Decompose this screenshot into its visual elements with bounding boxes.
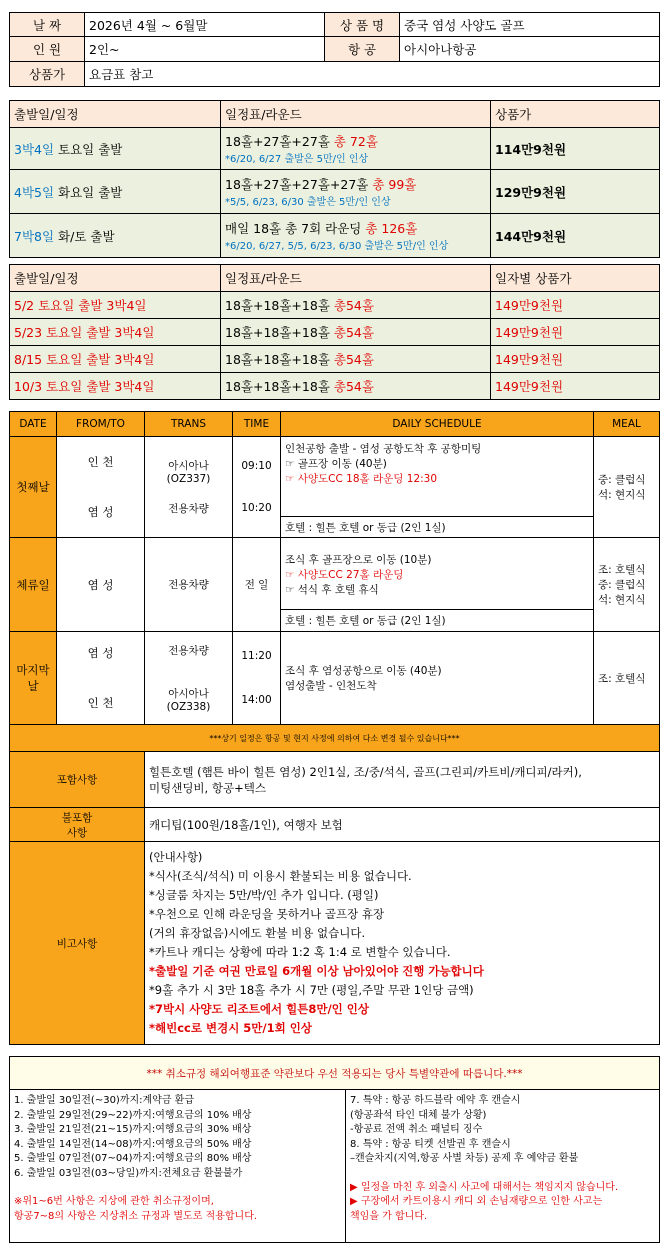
t1-depart <box>10 128 221 170</box>
t2-header-price: 일자별 상품가 <box>491 265 660 292</box>
schedule-table <box>9 411 660 1045</box>
t2-header-round: 일정표/라운드 <box>221 265 491 292</box>
day2-meal3: 석: 현지식 <box>598 594 646 606</box>
t1-note: *6/20, 6/27 출발은 5만/인 인상 <box>225 154 369 165</box>
day1-hotel: 호텔 : 힐튼 호텔 or 동급 (2인 1실) <box>281 517 594 538</box>
day3-sched1: 조식 후 염성공항으로 이동 (40분) <box>285 665 442 677</box>
t2-depart: 8/15 토요일 출발 3박4일 <box>10 346 221 373</box>
day2-sched1: 조식 후 골프장으로 이동 (10분) <box>285 554 432 566</box>
excludes-label <box>10 808 145 842</box>
day3-time2: 14:00 <box>241 694 272 706</box>
day1-to: 염 성 <box>87 505 114 519</box>
table-row <box>10 170 660 214</box>
cancel-right-note1: ▶ 일정을 마친 후 외출시 사고에 대해서는 책임지지 않습니다. <box>350 1181 619 1193</box>
t2-price: 149만9천원 <box>491 319 660 346</box>
header-fromto: FROM/TO <box>57 412 145 437</box>
t2-header-depart: 출발일/일정 <box>10 265 221 292</box>
day2-from: 염 성 <box>57 538 145 632</box>
product-label: 상 품 명 <box>325 13 400 37</box>
day3-to: 인 천 <box>87 696 114 710</box>
day1-schedule <box>281 437 594 517</box>
cancel-rule: (항공좌석 타인 대체 불가 상황) <box>350 1109 487 1121</box>
day1-meal1: 중: 클럽식 <box>598 474 646 486</box>
cancel-right <box>346 1090 660 1243</box>
table-row <box>10 214 660 258</box>
cancel-left-note2: 항공7~8의 사항은 지상취소 규정과 별도로 적용합니다. <box>14 1210 258 1222</box>
t1-header-depart: 출발일/일정 <box>10 101 221 128</box>
t2-round-total: 총54홀 <box>333 325 374 340</box>
cancel-table <box>9 1056 660 1243</box>
t1-note: *5/5, 6/23, 6/30 출발은 5만/인 인상 <box>225 197 391 208</box>
t1-days: 4박5일 <box>14 184 55 200</box>
day3-row <box>10 632 660 725</box>
day2-meal2: 중: 클럽식 <box>598 579 646 591</box>
day2-row <box>10 538 660 610</box>
t1-depart <box>10 170 221 214</box>
t2-depart: 10/3 토요일 출발 3박4일 <box>10 373 221 400</box>
day1-trans2: 전용차량 <box>168 503 209 515</box>
day1-trans1: 아시아나 <box>168 460 209 472</box>
cancel-left-note1: ※위1~6번 사항은 지상에 관한 취소규정이며, <box>14 1196 214 1207</box>
day1-time2: 10:20 <box>241 502 272 514</box>
remarks-line-warning: *출발일 기준 여권 만료일 6개월 이상 남아있어야 진행 가능합니다 <box>149 964 484 978</box>
t1-round-total: 총 99홀 <box>372 177 417 192</box>
t1-round-main: 매일 18홀 총 7회 라운딩 <box>225 221 366 236</box>
t1-days: 7박8일 <box>14 228 55 244</box>
t1-round-main: 18홀+27홀+27홀 <box>225 134 334 149</box>
t1-round-total: 총 126홀 <box>365 221 418 236</box>
day3-date <box>10 632 57 725</box>
t1-round-main: 18홀+27홀+27홀+27홀 <box>225 177 373 192</box>
day3-schedule <box>281 632 594 725</box>
day3-date2: 날 <box>27 679 39 693</box>
cancel-rule: 2. 출발일 29일전(29~22)까지:여행요금의 10% 배상 <box>14 1109 252 1121</box>
day1-sched1: 인천공항 출발 - 염성 공항도착 후 공항미팅 <box>285 443 482 455</box>
cancel-rule: 4. 출발일 14일전(14~08)까지:여행요금의 50% 배상 <box>14 1138 252 1150</box>
day3-fromto <box>57 632 145 725</box>
day1-meal <box>594 437 660 538</box>
date-value: 2026년 4월 ~ 6월말 <box>85 13 325 37</box>
remarks-line: *싱글룸 차지는 5만/박/인 추가 입니다. (평일) <box>149 888 379 902</box>
day3-trans <box>145 632 233 725</box>
includes-label: 포함사항 <box>10 752 145 808</box>
t2-price: 149만9천원 <box>491 346 660 373</box>
remarks-text <box>145 842 660 1045</box>
t2-round-total: 총54홀 <box>333 352 374 367</box>
table-row <box>10 373 660 400</box>
t2-depart: 5/2 토요일 출발 3박4일 <box>10 292 221 319</box>
day3-trans2: 아시아나 <box>168 688 209 700</box>
day2-sched3: ☞ 석식 후 호텔 휴식 <box>285 584 379 596</box>
day1-row <box>10 437 660 517</box>
date-label: 날 짜 <box>10 13 85 37</box>
t1-round <box>221 214 491 258</box>
t2-depart: 5/23 토요일 출발 3박4일 <box>10 319 221 346</box>
table-row <box>10 292 660 319</box>
t2-round <box>221 292 491 319</box>
t2-round-total: 총54홀 <box>333 298 374 313</box>
header-time: TIME <box>233 412 281 437</box>
price-label: 상품가 <box>10 62 85 87</box>
day3-from: 염 성 <box>87 646 114 660</box>
day2-date: 체류일 <box>10 538 57 632</box>
day2-hotel: 호텔 : 힐튼 호텔 or 동급 (2인 1실) <box>281 610 594 632</box>
t1-depart-day: 화/토 출발 <box>54 228 115 244</box>
day1-from: 인 천 <box>87 455 114 469</box>
t2-round <box>221 373 491 400</box>
excludes-text: 캐디팁(100원/18홀/1인), 여행자 보험 <box>145 808 660 842</box>
t1-price: 144만9천원 <box>491 214 660 258</box>
table-row <box>10 128 660 170</box>
t2-round <box>221 319 491 346</box>
t1-round-total: 총 72홀 <box>333 134 378 149</box>
day1-trans1b: (OZ337) <box>166 473 211 485</box>
day1-date: 첫째날 <box>10 437 57 538</box>
t1-depart <box>10 214 221 258</box>
price-value: 요금표 참고 <box>85 62 660 87</box>
t1-price: 114만9천원 <box>491 128 660 170</box>
t1-price: 129만9천원 <box>491 170 660 214</box>
day3-sched2: 염성출발 - 인천도착 <box>285 680 377 692</box>
cancel-title: *** 취소규정 해외여행표준 약관보다 우선 적용되는 당사 특별약관에 따릅니다.*** <box>10 1057 660 1090</box>
day1-meal2: 석: 현지식 <box>598 489 646 501</box>
table-row <box>10 319 660 346</box>
t1-header-price: 상품가 <box>491 101 660 128</box>
t2-round-main: 18홀+18홀+18홀 <box>225 325 334 340</box>
day3-time <box>233 632 281 725</box>
day3-meal: 조: 호텔식 <box>594 632 660 725</box>
t1-round <box>221 128 491 170</box>
price-table-1 <box>9 100 660 258</box>
day1-fromto <box>57 437 145 538</box>
remarks-line-warning: *해빈cc로 변경시 5만/1회 인상 <box>149 1021 312 1035</box>
people-label: 인 원 <box>10 37 85 62</box>
remarks-line: (거의 휴장없음)시에도 환불 비용 없습니다. <box>149 926 366 940</box>
day1-time <box>233 437 281 538</box>
day2-meal <box>594 538 660 632</box>
includes-text <box>145 752 660 808</box>
includes-line2: 미팅샌딩비, 항공+텍스 <box>149 780 266 795</box>
cancel-rule: 6. 출발일 03일전(03~당일)까지:전체요금 환불불가 <box>14 1167 243 1179</box>
day1-trans <box>145 437 233 538</box>
t2-round-main: 18홀+18홀+18홀 <box>225 352 334 367</box>
t2-round-main: 18홀+18홀+18홀 <box>225 298 334 313</box>
remarks-line: *식사(조식/석식) 미 이용시 환불되는 비용 없습니다. <box>149 869 412 883</box>
t1-days: 3박4일 <box>14 141 55 157</box>
day3-date1: 마지막 <box>16 663 50 677</box>
remarks-line: *우천으로 인해 라운딩을 못하거나 골프장 휴장 <box>149 907 385 921</box>
t2-round <box>221 346 491 373</box>
t1-round-line <box>225 175 486 193</box>
day1-sched2: ☞ 골프장 이동 (40분) <box>285 458 387 470</box>
remarks-line: (안내사항) <box>149 850 203 864</box>
header-meal: MEAL <box>594 412 660 437</box>
airline-value: 아시아나항공 <box>400 37 660 62</box>
header-trans: TRANS <box>145 412 233 437</box>
t2-price: 149만9천원 <box>491 292 660 319</box>
day3-trans1: 전용차량 <box>168 645 209 657</box>
cancel-rule: –캔슬차지(지역,항공 사별 차등) 공제 후 예약금 환불 <box>350 1153 579 1164</box>
cancel-rule: 5. 출발일 07일전(07~04)까지:여행요금의 80% 배상 <box>14 1153 252 1164</box>
day2-meal1: 조: 호텔식 <box>598 564 646 576</box>
day3-trans2b: (OZ338) <box>166 701 211 713</box>
cancel-right-note2: ▶ 구장에서 카트이용시 캐디 외 손님재량으로 인한 사고는 <box>350 1196 603 1207</box>
cancel-left <box>10 1090 346 1243</box>
cancel-rule: 7. 특약 : 항공 하드블락 예약 후 캔슬시 <box>350 1095 521 1106</box>
excludes-label1: 불포함 <box>61 811 93 824</box>
t2-round-main: 18홀+18홀+18홀 <box>225 379 334 394</box>
t1-depart-day: 토요일 출발 <box>54 141 123 157</box>
remarks-line: *9홀 추가 시 3만 18홀 추가 시 7만 (평일,주말 무관 1인당 금액) <box>149 983 474 997</box>
price-table-2 <box>9 264 660 400</box>
cancel-rule: -항공료 전액 취소 패널티 징수 <box>350 1124 483 1135</box>
t1-depart-day: 화요일 출발 <box>54 184 123 200</box>
day2-schedule <box>281 538 594 610</box>
remarks-line-warning: *7박시 사양도 리조트에서 힐튼8만/인 인상 <box>149 1002 369 1016</box>
cancel-rule: 8. 특약 : 항공 티켓 선발권 후 캔슬시 <box>350 1138 511 1150</box>
t1-note: *6/20, 6/27, 5/5, 6/23, 6/30 출발은 5만/인 인상 <box>225 241 449 252</box>
t2-round-total: 총54홀 <box>333 379 374 394</box>
cancel-right-note3: 책임을 가 합니다. <box>350 1210 428 1222</box>
header-daily-schedule: DAILY SCHEDULE <box>281 412 594 437</box>
cancel-rule: 1. 출발일 30일전(~30)까지:계약금 환급 <box>14 1095 194 1106</box>
table-row <box>10 346 660 373</box>
info-table <box>9 12 660 87</box>
includes-line1: 힐튼호텔 (햄튼 바이 힐튼 염성) 2인1실, 조/중/석식, 골프(그린피/카트비/캐디피/라커), <box>149 764 582 779</box>
remarks-label: 비고사항 <box>10 842 145 1045</box>
day1-time1: 09:10 <box>241 460 272 472</box>
day1-sched3: ☞ 사양도CC 18홀 라운딩 12:30 <box>285 473 438 485</box>
day2-sched2: ☞ 사양도CC 27홀 라운딩 <box>285 569 404 581</box>
airline-label: 항 공 <box>325 37 400 62</box>
cancel-rule: 3. 출발일 21일전(21~15)까지:여행요금의 30% 배상 <box>14 1124 252 1135</box>
t1-round-line <box>225 132 486 150</box>
day2-time: 전 일 <box>233 538 281 632</box>
t1-round <box>221 170 491 214</box>
schedule-notice: ***상기 일정은 항공 및 현지 사정에 의하여 다소 변경 될수 있습니다*** <box>10 725 660 752</box>
t1-round-line <box>225 219 486 237</box>
product-value: 중국 염성 사양도 골프 <box>400 13 660 37</box>
people-value: 2인~ <box>85 37 325 62</box>
remarks-line: *카트나 캐디는 상황에 따라 1:2 혹 1:4 로 변할수 있습니다. <box>149 945 451 959</box>
t1-header-round: 일정표/라운드 <box>221 101 491 128</box>
day2-trans: 전용차량 <box>145 538 233 632</box>
day3-time1: 11:20 <box>241 650 272 662</box>
excludes-label2: 사항 <box>66 826 88 839</box>
header-date: DATE <box>10 412 57 437</box>
t2-price: 149만9천원 <box>491 373 660 400</box>
